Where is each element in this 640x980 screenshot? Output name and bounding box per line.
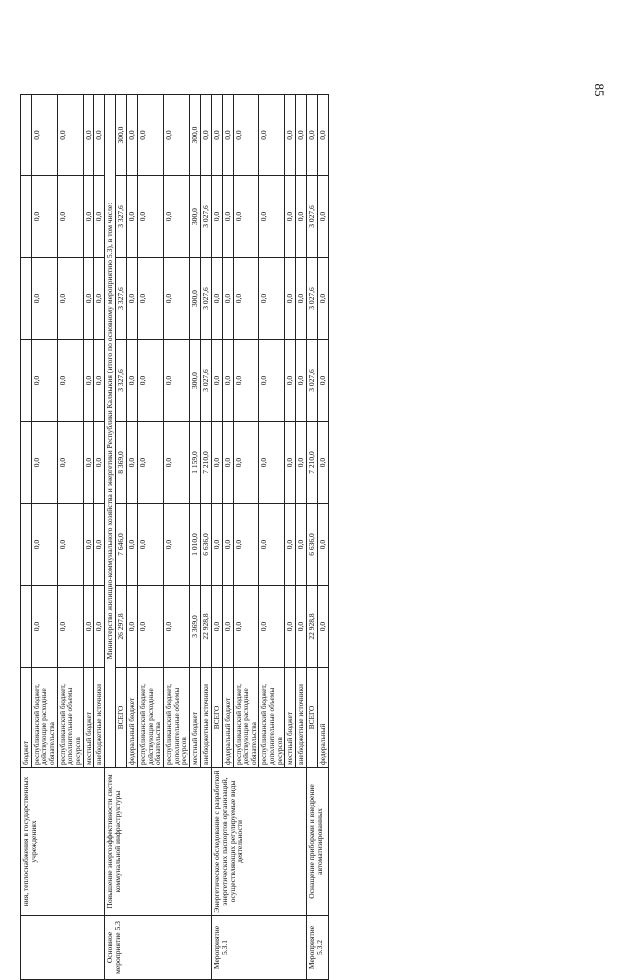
value-cell xyxy=(21,422,32,504)
source-cell: местный бюджет xyxy=(83,668,94,768)
value-cell: 0,0 xyxy=(233,258,259,340)
value-cell: 0,0 xyxy=(83,504,94,586)
rotated-table-sheet xyxy=(20,95,584,980)
value-cell: 0,0 xyxy=(31,504,57,586)
value-cell: 0,0 xyxy=(285,340,296,422)
value-cell xyxy=(21,586,32,668)
value-cell: 0,0 xyxy=(211,586,222,668)
value-cell: 0,0 xyxy=(296,176,307,258)
page-number: 85 xyxy=(592,83,607,97)
value-cell: 3 027,6 xyxy=(200,340,211,422)
value-cell: 0,0 xyxy=(285,258,296,340)
value-cell: 0,0 xyxy=(318,504,329,586)
value-cell: 0,0 xyxy=(285,176,296,258)
value-cell: 0,0 xyxy=(211,258,222,340)
value-cell: 0,0 xyxy=(259,95,285,176)
value-cell: 0,0 xyxy=(31,176,57,258)
value-cell: 0,0 xyxy=(57,586,83,668)
value-cell: 3 027,6 xyxy=(307,340,318,422)
value-cell: 0,0 xyxy=(233,586,259,668)
value-cell: 0,0 xyxy=(211,95,222,176)
value-cell: 0,0 xyxy=(222,340,233,422)
value-cell: 0,0 xyxy=(211,340,222,422)
value-cell: 0,0 xyxy=(31,422,57,504)
value-cell: 0,0 xyxy=(222,258,233,340)
value-cell: 0,0 xyxy=(94,258,105,340)
source-cell: ВСЕГО xyxy=(307,668,318,768)
source-cell: ВСЕГО xyxy=(116,668,127,768)
value-cell: 7 210,0 xyxy=(307,422,318,504)
value-cell: 0,0 xyxy=(138,258,164,340)
value-cell: 0,0 xyxy=(138,422,164,504)
value-cell: 0,0 xyxy=(318,258,329,340)
value-cell: 3 027,6 xyxy=(200,176,211,258)
source-cell: внебюджетные источники xyxy=(94,668,105,768)
value-cell: 0,0 xyxy=(138,340,164,422)
source-cell: местный бюджет xyxy=(285,668,296,768)
value-cell: 300,0 xyxy=(190,95,201,176)
value-cell: 0,0 xyxy=(233,340,259,422)
value-cell: 0,0 xyxy=(83,586,94,668)
value-cell: 0,0 xyxy=(127,95,138,176)
value-cell: 0,0 xyxy=(259,176,285,258)
section-heading: Министерство жилищно-коммунального хозяйства и энергетики Республики Калмыкия (итого по основному мероприятию 5.3), в том числе: xyxy=(105,95,116,768)
value-cell: 0,0 xyxy=(94,422,105,504)
source-cell: федеральный бюджет xyxy=(222,668,233,768)
table-row xyxy=(21,95,32,980)
value-cell: 0,0 xyxy=(83,95,94,176)
table-row xyxy=(211,95,222,980)
value-cell: 0,0 xyxy=(285,95,296,176)
activity-desc-cell: Энергетическое обследование с разработкой энергетических паспортов организаций, осуществляющих регулируемые виды деятельности xyxy=(211,768,306,916)
value-cell: 0,0 xyxy=(318,95,329,176)
value-cell: 8 369,0 xyxy=(116,422,127,504)
value-cell: 0,0 xyxy=(83,340,94,422)
value-cell: 0,0 xyxy=(164,176,190,258)
value-cell: 0,0 xyxy=(200,95,211,176)
value-cell: 0,0 xyxy=(164,95,190,176)
source-cell: республиканский бюджет, дополнительные объемы ресурсов xyxy=(57,668,83,768)
value-cell: 0,0 xyxy=(211,504,222,586)
value-cell: 0,0 xyxy=(233,176,259,258)
value-cell: 0,0 xyxy=(57,340,83,422)
value-cell: 0,0 xyxy=(222,422,233,504)
budget-table xyxy=(20,94,329,980)
value-cell: 0,0 xyxy=(222,95,233,176)
activity-name-cell: Мероприятие 5.3.2 xyxy=(307,916,329,980)
activity-desc-cell: Повышение энергоэффективности систем коммунальной инфраструктуры xyxy=(105,768,211,916)
table-row xyxy=(307,95,318,980)
value-cell: 22 928,8 xyxy=(200,586,211,668)
value-cell: 0,0 xyxy=(138,504,164,586)
source-cell: республиканский бюджет, дополнительные объемы ресурсов xyxy=(259,668,285,768)
value-cell: 0,0 xyxy=(307,95,318,176)
value-cell: 0,0 xyxy=(83,258,94,340)
value-cell: 3 327,6 xyxy=(116,340,127,422)
value-cell: 0,0 xyxy=(164,258,190,340)
value-cell: 300,0 xyxy=(190,340,201,422)
value-cell: 0,0 xyxy=(318,176,329,258)
value-cell: 0,0 xyxy=(138,586,164,668)
value-cell: 0,0 xyxy=(285,422,296,504)
value-cell: 1 159,0 xyxy=(190,422,201,504)
value-cell: 0,0 xyxy=(57,176,83,258)
value-cell xyxy=(21,95,32,176)
value-cell: 0,0 xyxy=(83,176,94,258)
value-cell: 0,0 xyxy=(94,176,105,258)
value-cell: 0,0 xyxy=(296,422,307,504)
value-cell: 3 369,0 xyxy=(190,586,201,668)
value-cell: 0,0 xyxy=(57,504,83,586)
value-cell: 0,0 xyxy=(296,340,307,422)
source-cell: местный бюджет xyxy=(190,668,201,768)
source-cell: федеральный xyxy=(318,668,329,768)
value-cell: 0,0 xyxy=(31,340,57,422)
value-cell: 0,0 xyxy=(296,504,307,586)
value-cell: 0,0 xyxy=(94,586,105,668)
value-cell: 26 297,8 xyxy=(116,586,127,668)
value-cell: 22 928,8 xyxy=(307,586,318,668)
value-cell: 0,0 xyxy=(57,258,83,340)
value-cell: 0,0 xyxy=(127,258,138,340)
value-cell xyxy=(21,258,32,340)
value-cell: 0,0 xyxy=(164,422,190,504)
value-cell: 0,0 xyxy=(296,258,307,340)
value-cell: 0,0 xyxy=(57,95,83,176)
activity-name-cell: Основное мероприятие 5.3 xyxy=(105,916,211,980)
value-cell: 0,0 xyxy=(94,340,105,422)
value-cell: 0,0 xyxy=(285,504,296,586)
value-cell: 0,0 xyxy=(94,95,105,176)
value-cell: 0,0 xyxy=(164,504,190,586)
value-cell: 0,0 xyxy=(211,422,222,504)
value-cell: 0,0 xyxy=(127,586,138,668)
value-cell: 300,0 xyxy=(116,95,127,176)
value-cell: 6 636,0 xyxy=(200,504,211,586)
section-heading-row xyxy=(105,95,116,980)
value-cell: 0,0 xyxy=(233,504,259,586)
value-cell: 0,0 xyxy=(222,176,233,258)
value-cell: 0,0 xyxy=(296,586,307,668)
activity-name-cell: Мероприятие 5.3.1 xyxy=(211,916,306,980)
activity-name-cell xyxy=(21,916,105,980)
activity-desc-cell: Оснащение приборами и внедрение автоматизированных xyxy=(307,768,329,916)
value-cell: 0,0 xyxy=(259,340,285,422)
value-cell: 3 327,6 xyxy=(116,176,127,258)
value-cell: 3 027,6 xyxy=(307,176,318,258)
value-cell: 0,0 xyxy=(318,422,329,504)
value-cell: 0,0 xyxy=(259,422,285,504)
value-cell: 0,0 xyxy=(285,586,296,668)
source-cell: республиканский бюджет, действующие расходные обязательства xyxy=(138,668,164,768)
activity-desc-cell: ния, теплоснабжения в государственных учреждениях xyxy=(21,768,105,916)
value-cell: 0,0 xyxy=(138,95,164,176)
value-cell: 0,0 xyxy=(31,95,57,176)
value-cell: 0,0 xyxy=(211,176,222,258)
value-cell: 0,0 xyxy=(127,340,138,422)
value-cell: 0,0 xyxy=(164,340,190,422)
value-cell: 6 636,0 xyxy=(307,504,318,586)
value-cell: 0,0 xyxy=(31,586,57,668)
value-cell: 7 646,0 xyxy=(116,504,127,586)
value-cell: 0,0 xyxy=(233,422,259,504)
value-cell: 0,0 xyxy=(318,340,329,422)
value-cell: 0,0 xyxy=(164,586,190,668)
value-cell: 0,0 xyxy=(222,586,233,668)
value-cell: 300,0 xyxy=(190,176,201,258)
value-cell: 1 010,0 xyxy=(190,504,201,586)
value-cell xyxy=(21,504,32,586)
value-cell: 3 027,6 xyxy=(307,258,318,340)
value-cell: 0,0 xyxy=(57,422,83,504)
value-cell: 0,0 xyxy=(127,504,138,586)
value-cell: 0,0 xyxy=(31,258,57,340)
value-cell: 3 027,6 xyxy=(200,258,211,340)
value-cell: 0,0 xyxy=(318,586,329,668)
value-cell: 0,0 xyxy=(127,422,138,504)
value-cell: 0,0 xyxy=(127,176,138,258)
source-cell: республиканский бюджет, действующие расходные обязательства xyxy=(233,668,259,768)
value-cell: 0,0 xyxy=(222,504,233,586)
source-cell: ВСЕГО xyxy=(211,668,222,768)
value-cell xyxy=(21,340,32,422)
value-cell: 0,0 xyxy=(83,422,94,504)
source-cell: республиканский бюджет, дополнительные объемы ресурсов xyxy=(164,668,190,768)
source-cell: федеральный бюджет xyxy=(127,668,138,768)
value-cell: 3 327,6 xyxy=(116,258,127,340)
value-cell xyxy=(21,176,32,258)
value-cell: 0,0 xyxy=(94,504,105,586)
value-cell: 0,0 xyxy=(233,95,259,176)
value-cell: 0,0 xyxy=(259,586,285,668)
value-cell: 0,0 xyxy=(138,176,164,258)
value-cell: 0,0 xyxy=(296,95,307,176)
source-cell: внебюджетные источники xyxy=(296,668,307,768)
source-cell: республиканский бюджет, действующие расходные обязательства xyxy=(31,668,57,768)
value-cell: 0,0 xyxy=(259,258,285,340)
value-cell: 300,0 xyxy=(190,258,201,340)
value-cell: 7 210,0 xyxy=(200,422,211,504)
value-cell: 0,0 xyxy=(259,504,285,586)
source-cell: бюджет xyxy=(21,668,32,768)
source-cell: внебюджетные источники xyxy=(200,668,211,768)
